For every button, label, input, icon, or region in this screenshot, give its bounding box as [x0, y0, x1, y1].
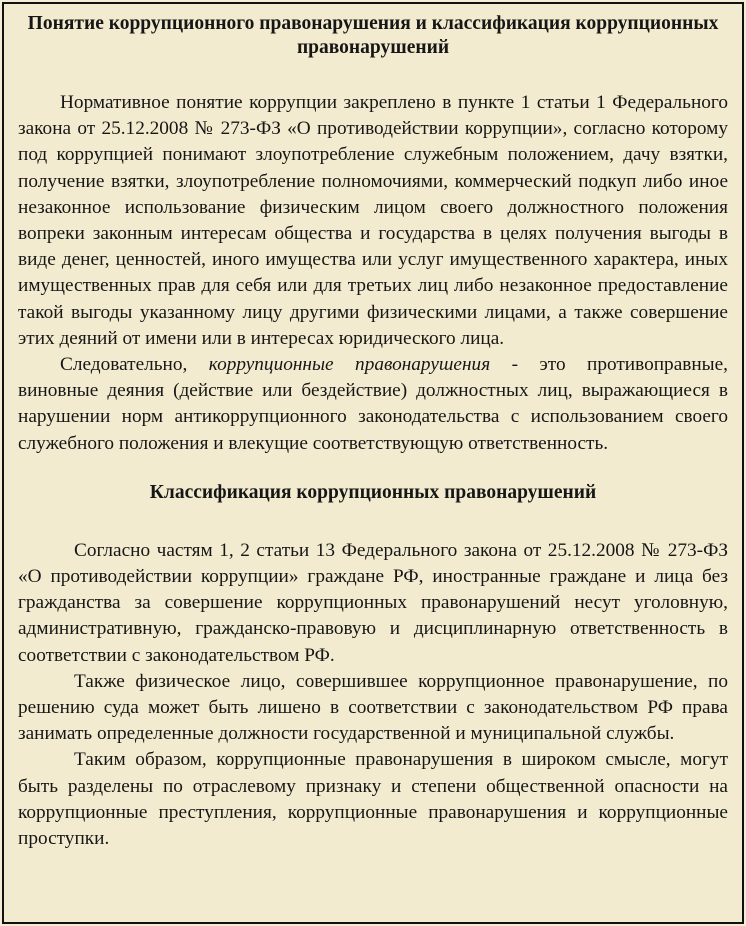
italic-term: коррупционные правонарушения — [208, 354, 491, 376]
document-frame — [2, 2, 744, 924]
section-subtitle: Классификация коррупционных правонарушений — [149, 481, 597, 503]
paragraph-rest: - это противоправные, виновные деяния (действие или бездействие) должностных лиц, выражающиеся в нарушении норм антикоррупционного законодательства с использованием своего служебного положения и влекущие соответствующую ответственность. — [18, 354, 729, 454]
paragraph-liability: Согласно частям 1, 2 статьи 13 Федерального закона от 25.12.2008 № 273-ФЗ «О противодействии коррупции» граждане РФ, иностранные граждане и лица без гражданства за совершение коррупционных правонарушений несут уголовную, административную, гражданско-правовую и дисциплинарную ответственность в соответствии с законодательством РФ. — [18, 539, 728, 666]
paragraph-consequently — [18, 352, 728, 457]
paragraph-conclusion: Таким образом, коррупционные правонарушения в широком смысле, могут быть разделены по отраслевому признаку и степени общественной опасности на коррупционные преступления, коррупционные правонарушения и коррупционные проступки. — [18, 749, 728, 850]
paragraph-lead: Следовательно, — [60, 354, 188, 376]
paragraph-definition: Нормативное понятие коррупции закреплено в пункте 1 статьи 1 Федерального закона от 25.12.2008 № 273-ФЗ «О противодействии коррупции», согласно которому под коррупцией понимают злоупотребление служебным положением, дачу взятки, получение взятки, злоупотребление полномочиями, коммерческий подкуп либо иное незаконное использование физическим лицом своего должностного положения вопреки законным интересам общества и государства в целях получения выгоды в виде денег, ценностей, иного имущества или услуг имущественного характера, иных имущественных прав для себя или для третьих лиц либо незаконное предоставление такой выгоды указанному лицу другими физическими лицами, а также совершение этих деяний от имени или в интересах юридического лица. — [18, 92, 728, 349]
document-content — [18, 12, 728, 852]
document-title: Понятие коррупционного правонарушения и классификация коррупционных правонарушений — [27, 13, 719, 58]
paragraph-disqualification: Также физическое лицо, совершившее коррупционное правонарушение, по решению суда может быть лишено в соответствии с законодательством РФ права занимать определенные должности государственной и муниципальной службы. — [18, 670, 728, 745]
